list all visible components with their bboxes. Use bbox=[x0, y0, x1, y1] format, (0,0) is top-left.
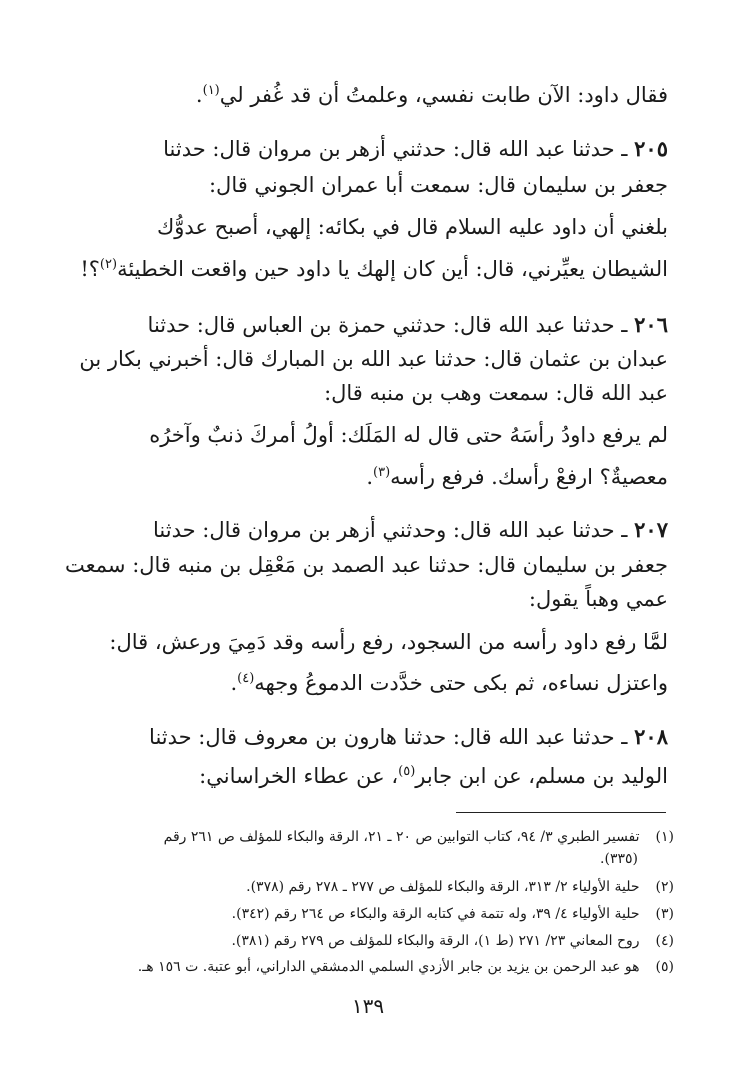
footnote-text: حلية الأولياء ٢/ ٣١٣، الرقة والبكاء للمؤلف ص ٢٧٧ ـ ٢٧٨ رقم (٣٧٨). bbox=[246, 879, 640, 895]
text-run: عبد الله قال: سمعت وهب بن منبه قال: bbox=[324, 381, 668, 405]
body-line bbox=[62, 76, 668, 110]
hadith-207-text-line-2 bbox=[62, 664, 668, 698]
footnote-5 bbox=[62, 956, 674, 978]
hadith-208-chain-line-2 bbox=[62, 757, 668, 791]
footnote-3 bbox=[62, 903, 674, 925]
footnote-1 bbox=[62, 826, 674, 848]
hadith-206-text-line-2 bbox=[62, 458, 668, 492]
hadith-number: ٢٠٨ bbox=[634, 724, 668, 749]
footnote-text: روح المعاني ٢٣/ ٢٧١ (ط ١)، الرقة والبكاء للمؤلف ص ٢٧٩ رقم (٣٨١). bbox=[231, 933, 640, 949]
text-run: ـ حدثنا عبد الله قال: حدثني حمزة بن العباس قال: حدثنا bbox=[147, 313, 628, 337]
text-run: بلغني أن داود عليه السلام قال في بكائه: إلهي، أصبح عدوُّك bbox=[156, 215, 668, 239]
hadith-206-chain-line-1 bbox=[62, 310, 668, 340]
footnote-text: حلية الأولياء ٤/ ٣٩، وله تتمة في كتابه الرقة والبكاء ص ٢٦٤ رقم (٣٤٢). bbox=[231, 906, 640, 922]
footnote-2 bbox=[62, 876, 674, 898]
footnote-text: تفسير الطبري ٣/ ٩٤، كتاب التوابين ص ٢٠ ـ ٢١، الرقة والبكاء للمؤلف ص ٢٦١ رقم bbox=[163, 829, 640, 845]
footnote-marker: (٤) bbox=[655, 933, 674, 949]
hadith-208-chain-line-1 bbox=[62, 722, 668, 752]
text-run: عبدان بن عثمان قال: حدثنا عبد الله بن المبارك قال: أخبرني بكار بن bbox=[79, 347, 668, 371]
footnote-text: هو عبد الرحمن بن يزيد بن جابر الأزدي السلمي الدمشقي الداراني، أبو عتبة. ت ١٥٦ هـ. bbox=[137, 959, 640, 975]
footnote-ref: (٤) bbox=[237, 671, 255, 686]
hadith-207-text-line-1 bbox=[62, 627, 668, 657]
hadith-205-text-line-2 bbox=[62, 250, 668, 284]
hadith-206-chain-line-2 bbox=[62, 344, 668, 374]
text-run: ـ حدثنا عبد الله قال: حدثني أزهر بن مروان قال: حدثنا bbox=[163, 137, 628, 161]
hadith-206-chain-line-3 bbox=[62, 378, 668, 408]
hadith-number: ٢٠٧ bbox=[634, 517, 668, 542]
footnote-marker: (٣) bbox=[655, 906, 674, 922]
text-run: . bbox=[230, 671, 238, 695]
text-run: فقال داود: الآن طابت نفسي، وعلمتُ أن قد غُفر لي bbox=[219, 83, 668, 107]
text-run: معصيةٌ؟ ارفعْ رأسك. فرفع رأسه bbox=[390, 465, 668, 489]
hadith-207-chain-line-2 bbox=[62, 550, 668, 580]
footnote-text: (٣٣٥). bbox=[600, 851, 638, 867]
text-run: واعتزل نساءه، ثم بكى حتى خدَّدت الدموعُ وجهه bbox=[254, 671, 668, 695]
footnote-separator bbox=[456, 812, 666, 813]
text-run: جعفر بن سليمان قال: سمعت أبا عمران الجوني قال: bbox=[208, 173, 668, 197]
text-run: الشيطان يعيِّرني، قال: أين كان إلهك يا داود حين واقعت الخطيئة bbox=[117, 257, 668, 281]
text-run: جعفر بن سليمان قال: حدثنا عبد الصمد بن مَعْقِل بن منبه قال: سمعت bbox=[65, 553, 668, 577]
footnote-ref: (٥) bbox=[398, 764, 416, 779]
text-run: ، عن عطاء الخراساني: bbox=[199, 764, 399, 788]
hadith-205-text-line-1 bbox=[62, 212, 668, 242]
hadith-205-chain-line-2 bbox=[62, 170, 668, 200]
page-number: ١٣٩ bbox=[351, 994, 385, 1018]
footnote-ref: (٣) bbox=[373, 465, 391, 480]
text-run: ـ حدثنا عبد الله قال: حدثنا هارون بن معروف قال: حدثنا bbox=[149, 725, 628, 749]
text-run: لم يرفع داودُ رأسَهُ حتى قال له المَلَك: أولُ أمركَ ذنبٌ وآخرُه bbox=[149, 423, 668, 447]
text-run: الوليد بن مسلم، عن ابن جابر bbox=[415, 764, 668, 788]
footnote-marker: (٢) bbox=[655, 879, 674, 895]
footnote-4 bbox=[62, 930, 674, 952]
hadith-207-chain-line-1 bbox=[62, 515, 668, 545]
footnote-marker: (١) bbox=[655, 829, 674, 845]
hadith-206-text-line-1 bbox=[62, 420, 668, 450]
hadith-number: ٢٠٦ bbox=[634, 312, 668, 337]
footnote-ref: (١) bbox=[202, 83, 220, 98]
hadith-205-chain-line-1 bbox=[62, 134, 668, 164]
footnote-marker: (٥) bbox=[655, 959, 674, 975]
footnote-ref: (٢) bbox=[99, 257, 118, 272]
text-run: ـ حدثنا عبد الله قال: وحدثني أزهر بن مروان قال: حدثنا bbox=[152, 518, 628, 542]
hadith-number: ٢٠٥ bbox=[634, 136, 668, 161]
text-run: عمي وهباً يقول: bbox=[528, 587, 668, 611]
text-run: . bbox=[195, 83, 203, 107]
text-run: لمَّا رفع داود رأسه من السجود، رفع رأسه وقد دَمِيَ ورعش، قال: bbox=[109, 630, 668, 654]
text-run: ؟! bbox=[80, 257, 100, 281]
hadith-207-chain-line-3 bbox=[62, 584, 668, 614]
text-run: . bbox=[366, 465, 374, 489]
footnote-1-continued bbox=[62, 848, 638, 870]
